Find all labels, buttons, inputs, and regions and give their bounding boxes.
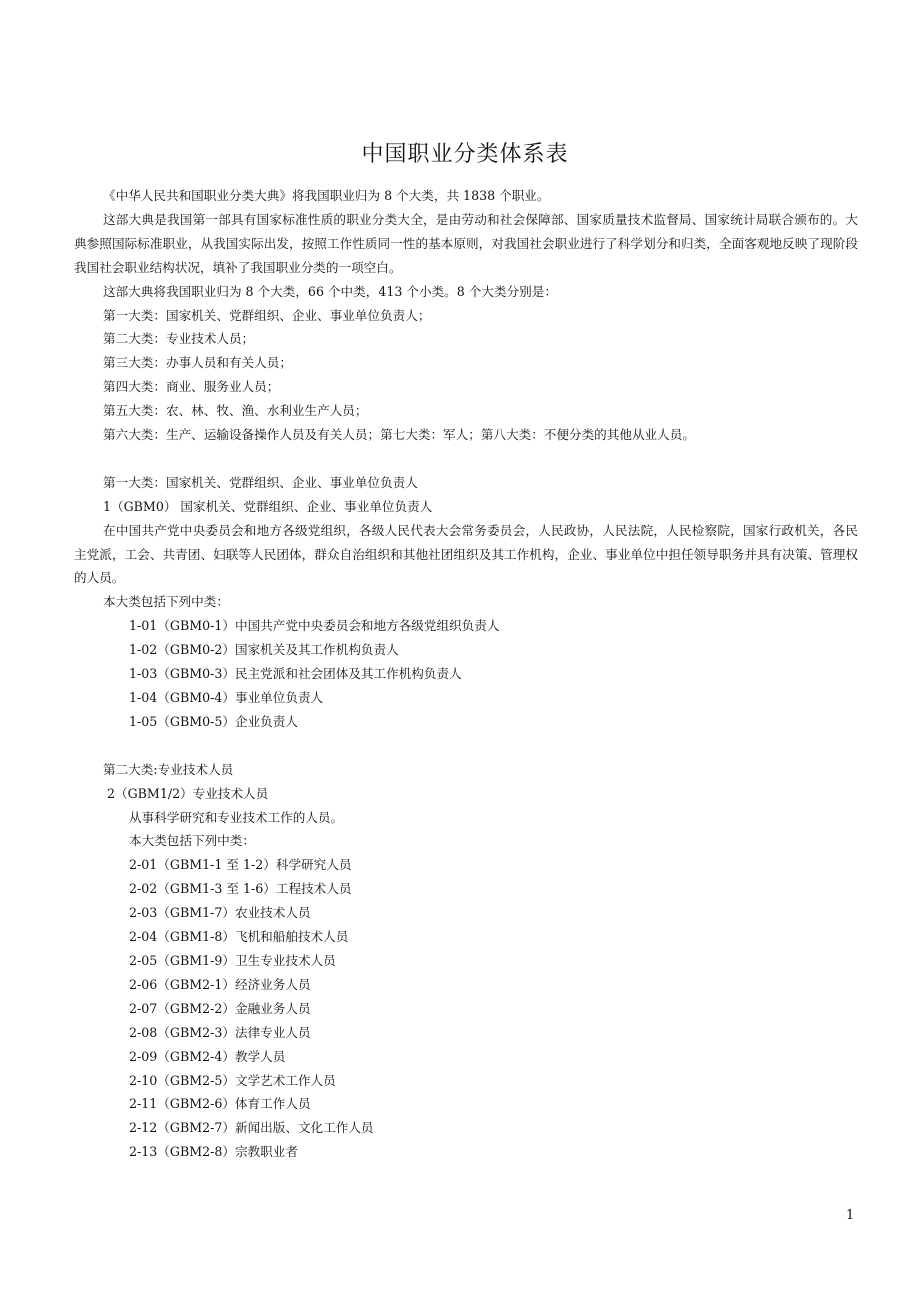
category-line: 第六大类：生产、运输设备操作人员及有关人员；第七大类：军人；第八大类：不便分类的其他从业人员。 xyxy=(103,427,695,443)
page-number: 1 xyxy=(846,1208,855,1223)
category-line: 第二大类：专业技术人员； xyxy=(103,331,255,347)
section2-heading: 第二大类:专业技术人员 xyxy=(103,761,234,777)
section1-heading: 第一大类：国家机关、党群组织、企业、事业单位负责人 xyxy=(103,474,418,490)
intro-paragraph-3: 这部大典将我国职业归为 8 个大类，66 个中类，413 个小类。8 个大类分别是： xyxy=(103,283,557,299)
section2-item: 2-07（GBM2-2）金融业务人员 xyxy=(129,1000,311,1016)
intro-paragraph-2: 这部大典是我国第一部具有国家标准性质的职业分类大全，是由劳动和社会保障部、国家质量技术监督局、国家统计局联合颁布的。大典参照国际标准职业，从我国实际出发，按照工作性质同一性的基本原则，对我国社会职业进行了科学划分和归类，全面客观地反映了现阶段我国社会职业结构状况，填补了我国职业分类的一项空白。 xyxy=(74,211,858,275)
category-line: 第三大类：办事人员和有关人员； xyxy=(103,355,292,371)
section2-item: 2-04（GBM1-8）飞机和船舶技术人员 xyxy=(129,929,349,945)
section2-item: 2-10（GBM2-5）文学艺术工作人员 xyxy=(129,1072,336,1088)
category-line: 第一大类：国家机关、党群组织、企业、事业单位负责人； xyxy=(103,307,431,323)
spacer xyxy=(74,734,858,758)
section2-description: 从事科学研究和专业技术工作的人员。 xyxy=(129,809,344,825)
category-line: 第五大类：农、林、牧、渔、水利业生产人员； xyxy=(103,403,368,419)
section2-item: 2-01（GBM1-1 至 1-2）科学研究人员 xyxy=(129,857,352,873)
section1-code-line: 1（GBM0） 国家机关、党群组织、企业、事业单位负责人 xyxy=(103,498,433,514)
section2-item: 2-03（GBM1-7）农业技术人员 xyxy=(129,905,311,921)
section1-item: 1-01（GBM0-1）中国共产党中央委员会和地方各级党组织负责人 xyxy=(129,618,500,634)
spacer xyxy=(74,447,858,471)
intro-paragraph-1: 《中华人民共和国职业分类大典》将我国职业归为 8 个大类，共 1838 个职业。 xyxy=(103,188,550,203)
page-title: 中国职业分类体系表 xyxy=(361,141,569,167)
section2-item: 2-06（GBM2-1）经济业务人员 xyxy=(129,976,311,992)
section1-item: 1-03（GBM0-3）民主党派和社会团体及其工作机构负责人 xyxy=(129,666,462,682)
section1-description: 在中国共产党中央委员会和地方各级党组织，各级人民代表大会常务委员会，人民政协，人民法院，人民检察院，国家行政机关，各民主党派，工会、共青团、妇联等人民团体，群众自治组织和其他社团组织及其工作机构，企业、事业单位中担任领导职务并具有决策、管理权的人员。 xyxy=(74,522,858,586)
category-line: 第四大类：商业、服务业人员； xyxy=(103,379,280,395)
section1-includes-label: 本大类包括下列中类： xyxy=(103,594,229,610)
section2-item: 2-12（GBM2-7）新闻出版、文化工作人员 xyxy=(129,1120,374,1136)
section2-item: 2-08（GBM2-3）法律专业人员 xyxy=(129,1024,311,1040)
section1-item: 1-05（GBM0-5）企业负责人 xyxy=(129,713,298,729)
section1-item: 1-04（GBM0-4）事业单位负责人 xyxy=(129,690,324,706)
section2-item: 2-13（GBM2-8）宗教职业者 xyxy=(129,1144,298,1160)
section2-item: 2-09（GBM2-4）教学人员 xyxy=(129,1048,286,1064)
section2-includes-label: 本大类包括下列中类： xyxy=(129,833,255,849)
section1-item: 1-02（GBM0-2）国家机关及其工作机构负责人 xyxy=(129,642,399,658)
section2-item: 2-02（GBM1-3 至 1-6）工程技术人员 xyxy=(129,881,352,897)
section2-code-line: 2（GBM1/2）专业技术人员 xyxy=(107,785,269,801)
section2-item: 2-11（GBM2-6）体育工作人员 xyxy=(129,1096,311,1112)
section2-item: 2-05（GBM1-9）卫生专业技术人员 xyxy=(129,952,336,968)
document-body xyxy=(74,184,858,1164)
